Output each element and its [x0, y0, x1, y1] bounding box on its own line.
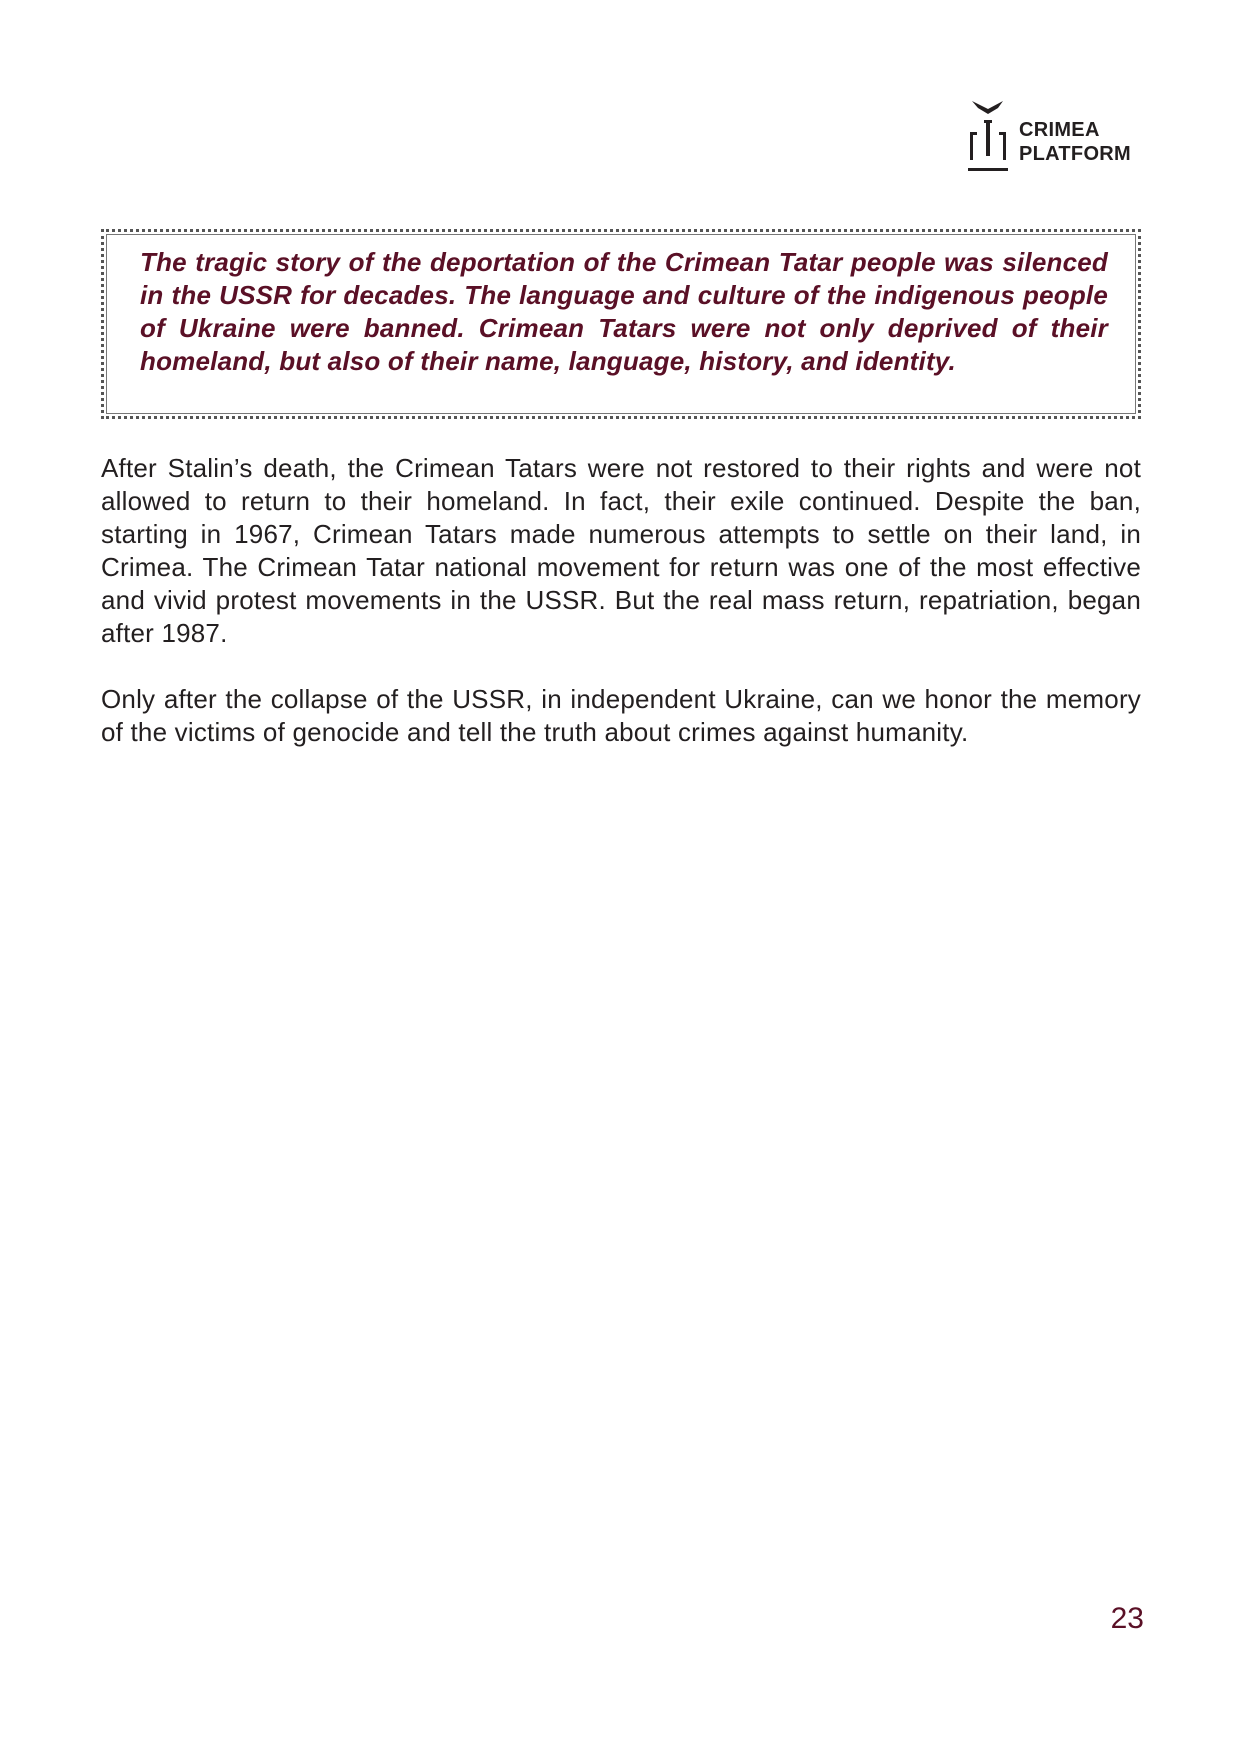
callout-box: [101, 229, 1141, 419]
page-number: 23: [1110, 1602, 1144, 1635]
logo-text: [1019, 118, 1131, 166]
callout-text: The tragic story of the deportation of the Crimean Tatar people was silenced in the USSR for decades. The language and culture of the indigenous people of Ukraine were banned. Crimean Tatars were not only deprived of their homeland, but also of their name, language, history, and identity.: [140, 247, 1108, 376]
logo-line-crimea: CRIMEA: [1019, 119, 1100, 141]
crimea-platform-logo: [968, 98, 1148, 178]
body-paragraph-1: After Stalin’s death, the Crimean Tatars were not restored to their rights and were not allowed to return to their homeland. In fact, their exile continued. Despite the ban, starting in 1967, Crimean Tatars made numerous attempts to settle on their land, in Crimea. The Crimean Tatar national movement for return was one of the most effective and vivid protest movements in the USSR. But the real mass return, repatriation, began after 1987.: [101, 453, 1141, 648]
body-paragraph-2: Only after the collapse of the USSR, in independent Ukraine, can we honor the memory of the victims of genocide and tell the truth about crimes against humanity.: [101, 684, 1141, 747]
logo-line-platform: PLATFORM: [1019, 143, 1132, 165]
crimea-platform-logo-icon: [968, 98, 1008, 176]
